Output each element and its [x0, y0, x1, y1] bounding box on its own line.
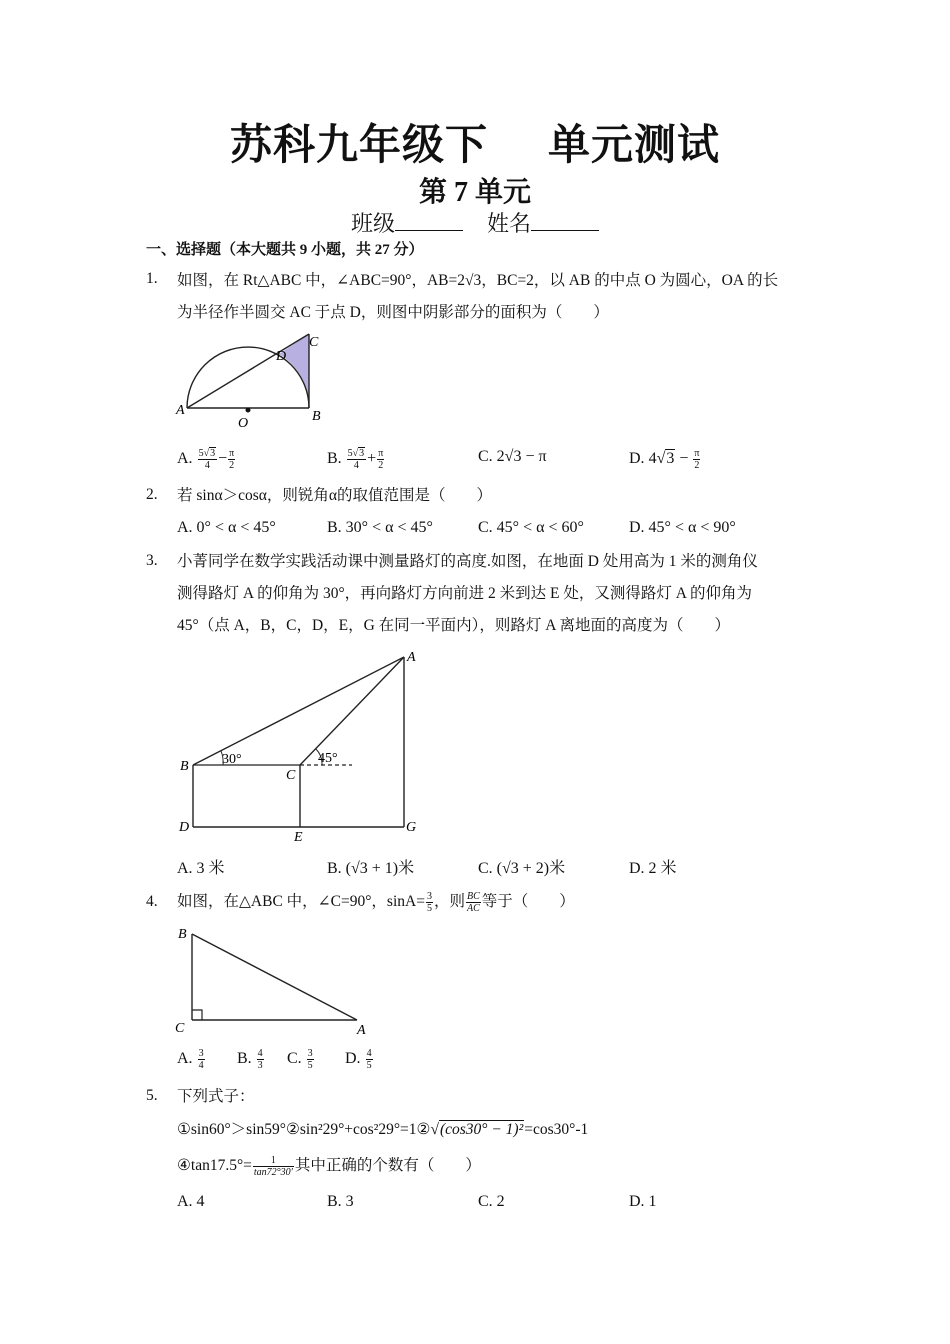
- q3-label-b: B: [180, 759, 189, 774]
- q4-option-b[interactable]: B. $\frac{4}{3}$: [237, 1048, 263, 1071]
- q3-label-a: A: [407, 650, 416, 665]
- q4-option-c[interactable]: C. $\frac{3}{5}$: [287, 1048, 313, 1071]
- title-right: 单元测试: [548, 123, 721, 169]
- q3-option-b[interactable]: B. (√3 + 1)米: [327, 860, 415, 877]
- q1-option-b[interactable]: B. $\frac{5√3}{4}$ + $\frac{\pi}{2}$: [327, 448, 384, 471]
- q1-option-c[interactable]: C. 2√3 − π: [478, 448, 547, 465]
- q1-number: 1.: [146, 270, 158, 287]
- q4-segment-ab: [192, 934, 357, 1020]
- name-blank[interactable]: [531, 210, 599, 231]
- q3-option-d[interactable]: D. 2 米: [629, 860, 677, 877]
- q1-option-a[interactable]: A. $\frac{5√3}{4}$ − $\frac{\pi}{2}$: [177, 448, 235, 471]
- q1-figure: [170, 328, 330, 433]
- q5-option-d[interactable]: D. 1: [629, 1193, 657, 1210]
- q5-option-a[interactable]: A. 4: [177, 1193, 205, 1210]
- q3-angle-30-label: 30°: [222, 752, 242, 767]
- unit-subtitle: 第 7 单元: [418, 177, 531, 208]
- q3-label-c: C: [286, 768, 296, 783]
- q5-fraction: $\frac{1}{\tan 72^\circ 30'}$: [253, 1154, 293, 1178]
- q4-line1: 如图，在△ABC 中，∠C=90°，sinA= $\frac{3}{5}$ ，则 $\frac{BC}{AC}$ 等于（ ）: [177, 890, 575, 914]
- q3-label-g: G: [406, 820, 417, 835]
- title-left: 苏科九年级下: [229, 123, 488, 169]
- q3-number: 3.: [146, 552, 158, 569]
- q1-shaded-region: [279, 334, 309, 408]
- q3-angle-45-label: 45°: [318, 751, 338, 766]
- q1-label-c: C: [309, 335, 319, 350]
- class-name-line: [0, 207, 950, 238]
- q3-figure: [170, 645, 430, 845]
- q4-option-a[interactable]: A. $\frac{3}{4}$: [177, 1048, 204, 1071]
- q3-option-c[interactable]: C. (√3 + 2)米: [478, 860, 566, 877]
- q5-number: 5.: [146, 1087, 158, 1104]
- class-label: 班级: [350, 211, 395, 236]
- q2-number: 2.: [146, 486, 158, 503]
- q4-number: 4.: [146, 893, 158, 910]
- q5-line2: ①sin60°＞sin59°②sin²29°+cos²29°=1②√(cos30° − 1)²=cos30°-1: [177, 1121, 589, 1138]
- q5-line3: ④tan17.5°= $\frac{1}{\tan 72^\circ 30'}$ 其中正确的个数有（ ）: [177, 1154, 481, 1178]
- q2-option-b[interactable]: B. 30° < α < 45°: [327, 519, 433, 536]
- q1-segment-ac: [187, 334, 309, 408]
- q4-option-d[interactable]: D. $\frac{4}{5}$: [345, 1048, 372, 1071]
- q5-option-c[interactable]: C. 2: [478, 1193, 505, 1210]
- q3-segment-ba: [193, 657, 404, 765]
- section-heading: 一、选择题（本大题共 9 小题，共 27 分）: [146, 242, 424, 258]
- q3-line1: 小菁同学在数学实践活动课中测量路灯的高度.如图，在地面 D 处用高为 1 米的测角仪: [177, 553, 758, 570]
- q5-option-b[interactable]: B. 3: [327, 1193, 354, 1210]
- q2-line1: 若 sinα＞cosα，则锐角α的取值范围是（ ）: [177, 487, 492, 504]
- q1-label-d: D: [276, 349, 287, 364]
- q1-label-o: O: [238, 416, 249, 431]
- q1-label-a: A: [176, 403, 185, 418]
- q4-label-c: C: [175, 1021, 185, 1036]
- q4-label-a: A: [357, 1023, 366, 1038]
- q1-line2: 为半径作半圆交 AC 于点 D，则图中阴影部分的面积为（ ）: [177, 304, 609, 321]
- q4-right-angle-mark: [192, 1010, 202, 1020]
- q4-sin-fraction: $\frac{3}{5}$: [426, 890, 432, 914]
- q1-center-point: [246, 408, 251, 413]
- q1-label-b: B: [312, 409, 321, 424]
- q2-option-d[interactable]: D. 45° < α < 90°: [629, 519, 736, 536]
- q4-label-b: B: [178, 927, 187, 942]
- q3-line2: 测得路灯 A 的仰角为 30°，再向路灯方向前进 2 米到达 E 处，又测得路灯 A 的仰角为: [177, 585, 752, 602]
- q1-option-d[interactable]: D. 4√3 − $\frac{\pi}{2}$: [629, 448, 700, 471]
- q3-label-e: E: [294, 830, 303, 845]
- q3-segment-ca: [300, 657, 404, 765]
- q1-line1: 如图，在 Rt△ABC 中，∠ABC=90°，AB=2√3，BC=2，以 AB 的中点 O 为圆心，OA 的长: [177, 272, 779, 289]
- q3-label-d: D: [179, 820, 190, 835]
- name-label: 姓名: [487, 211, 532, 236]
- document-title: [0, 112, 950, 172]
- q2-option-c[interactable]: C. 45° < α < 60°: [478, 519, 584, 536]
- q4-ratio-fraction: $\frac{BC}{AC}$: [466, 890, 480, 914]
- q3-option-a[interactable]: A. 3 米: [177, 860, 225, 877]
- class-blank[interactable]: [395, 210, 463, 231]
- q4-figure: [170, 922, 380, 1040]
- q3-line3: 45°（点 A，B，C，D，E，G 在同一平面内），则路灯 A 离地面的高度为（ ）: [177, 617, 731, 634]
- q5-line1: 下列式子：: [177, 1088, 255, 1105]
- q2-option-a[interactable]: A. 0° < α < 45°: [177, 519, 276, 536]
